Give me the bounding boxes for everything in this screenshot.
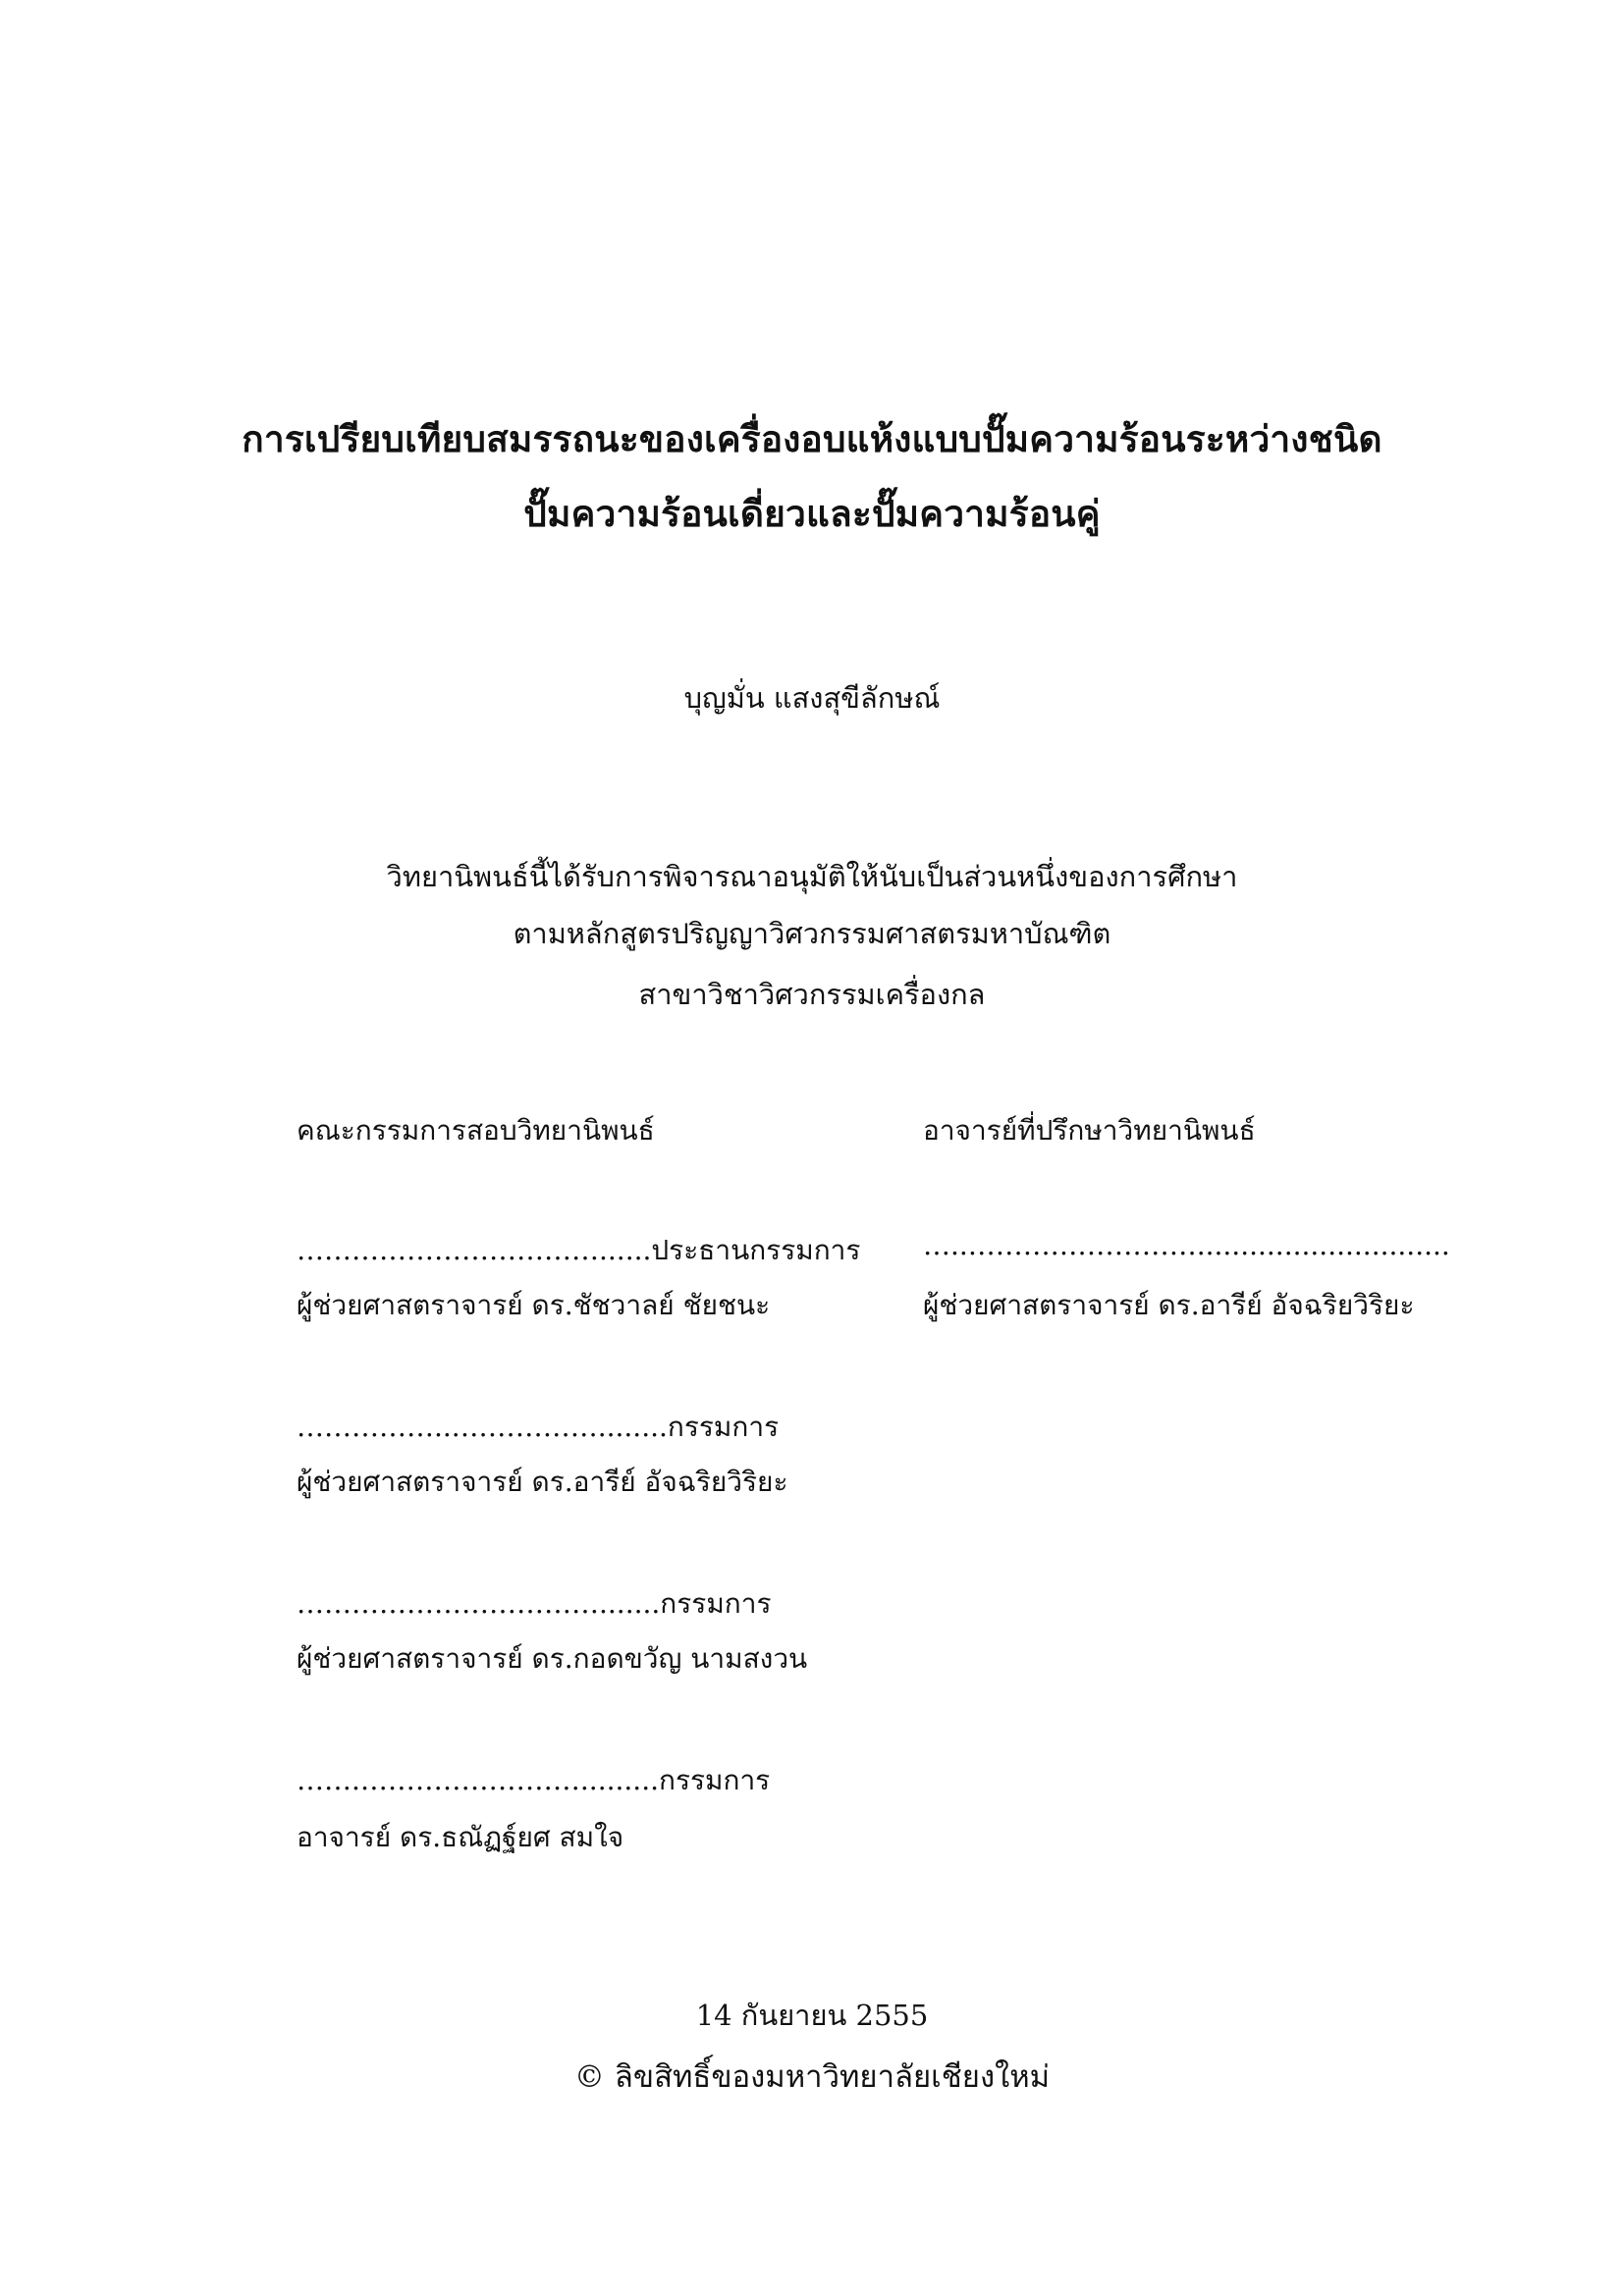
committee-chair-signature-line: ……………………………......ประธานกรรมการ: [297, 1234, 861, 1266]
committee-member-2-name: ผู้ช่วยศาสตราจารย์ ดร.อารีย์ อัจฉริยวิริยะ: [297, 1466, 788, 1498]
copyright-notice: [0, 2052, 1624, 2101]
approval-statement-line-2: ตามหลักสูตรปริญญาวิศวกรรมศาสตรมหาบัณฑิต: [513, 917, 1111, 950]
copyright-text: ลิขสิทธิ์ของมหาวิทยาลัยเชียงใหม่: [614, 2059, 1051, 2095]
committee-member-4-name: อาจารย์ ดร.ธณัฏฐ์ยศ สมใจ: [297, 1821, 624, 1853]
thesis-title-line-2: ปั๊มความร้อนเดี่ยวและปั๊มความร้อนคู่: [523, 492, 1101, 535]
copyright-icon: ©: [573, 2059, 605, 2095]
approval-date: 14 กันยายน 2555: [695, 1999, 929, 2032]
committee-heading: คณะกรรมการสอบวิทยานิพนธ์: [297, 1114, 655, 1147]
committee-member-4-signature-line: …….…………………….........กรรมการ: [297, 1764, 771, 1796]
committee-member-3-name: ผู้ช่วยศาสตราจารย์ ดร.กอดขวัญ นามสงวน: [297, 1642, 808, 1675]
advisor-name: ผู้ช่วยศาสตราจารย์ ดร.อารีย์ อัจฉริยวิริยะ: [923, 1289, 1415, 1321]
committee-chair-name: ผู้ช่วยศาสตราจารย์ ดร.ชัชวาลย์ ชัยชนะ: [297, 1289, 771, 1321]
committee-member-2-signature-line: ……………...……………........กรรมการ: [297, 1411, 780, 1443]
advisor-heading: อาจารย์ที่ปรึกษาวิทยานิพนธ์: [923, 1114, 1256, 1147]
approval-statement-line-1: วิทยานิพนธ์นี้ได้รับการพิจารณาอนุมัติให้นับเป็นส่วนหนึ่งของการศึกษา: [386, 860, 1238, 893]
approval-statement-line-3: สาขาวิชาวิศวกรรมเครื่องกล: [638, 978, 986, 1011]
advisor-signature-line: …..……….…………….............................: [923, 1229, 1450, 1261]
author-name: บุญมั่น แสงสุขีลักษณ์: [683, 681, 941, 715]
thesis-title-line-1: การเปรียบเทียบสมรรถนะของเครื่องอบแห้งแบบปั๊มความร้อนระหว่างชนิด: [242, 417, 1382, 460]
committee-member-3-signature-line: …………………………….......กรรมการ: [297, 1587, 772, 1620]
